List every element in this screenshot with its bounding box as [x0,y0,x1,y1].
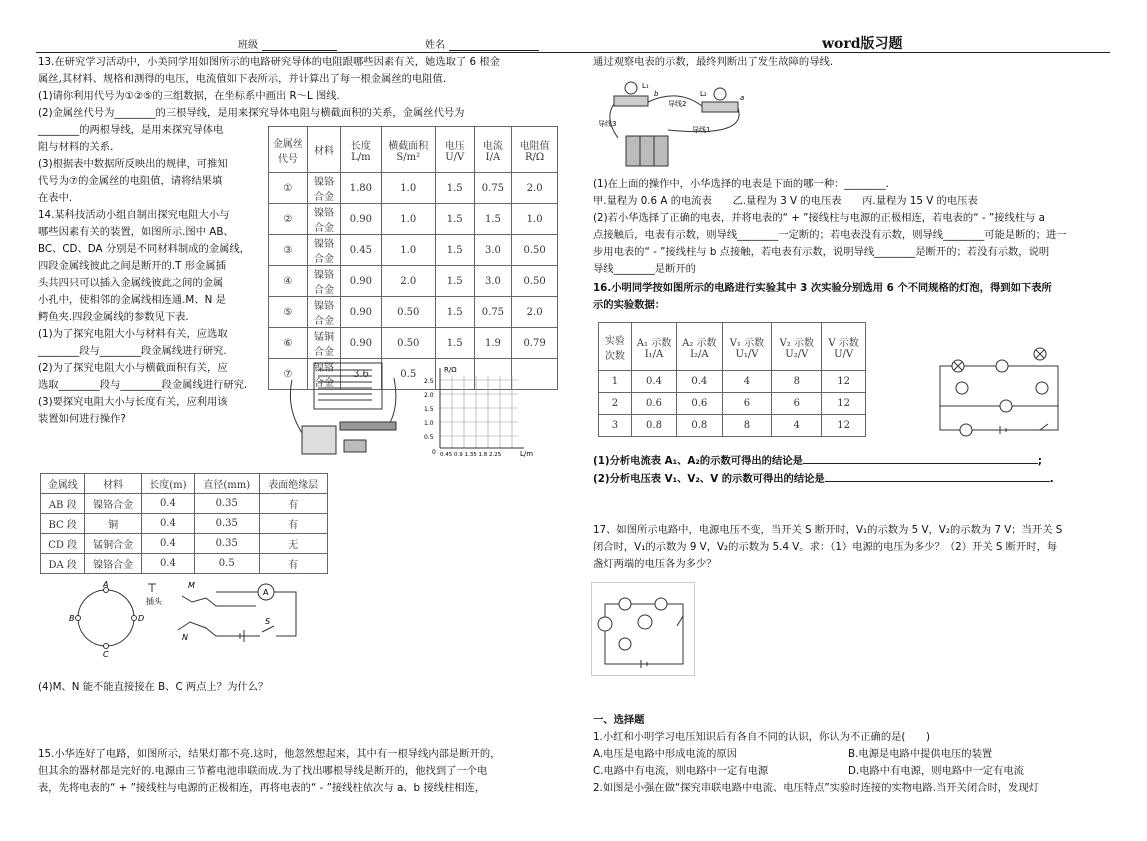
option-b[interactable]: B.电源是电路中提供电压的装置 [848,748,993,760]
table-cell: 6 [722,393,772,415]
ring-circuit-figure [62,580,307,658]
table-header-cell: 金属丝代号 [269,127,308,173]
table-cell: 镍铬合金 [307,204,340,235]
q16-part2-text: (2)分析电压表 V₁、V₂、V 的示数可得出的结论是 [593,473,825,485]
table-header-cell: 材料 [307,127,340,173]
table-header-cell: 电流 I/A [474,127,512,173]
table-cell: 1.5 [435,235,474,266]
q15-continuation [593,54,1108,71]
table-cell: 镍铬合金 [307,266,340,297]
table-row [41,554,328,574]
q1-options-row [593,763,1108,780]
table-header-cell: V₁ 示数 U₁/V [722,323,772,371]
lamp-l2-label: L₂ [700,90,707,98]
table-row [41,494,328,514]
q13-circuit-figure [282,358,402,458]
table-cell: 0.90 [341,266,381,297]
table-cell: 0.35 [194,534,259,554]
table-cell: 0.35 [194,514,259,534]
q16-part1-text: (1)分析电流表 A₁、A₂的示数可得出的结论是 [593,455,803,467]
table-row [269,235,558,266]
table-cell: ⑤ [269,297,308,328]
table-cell: 2.0 [381,266,435,297]
q13-line: 13.在研究学习活动中，小美同学用如图所示的电路研究导体的电阻跟哪些因素有关，她选取了 6 根金 [38,56,500,68]
q14-line: 头共四只可以插入金属线彼此之间的金属 [38,277,224,289]
class-blank [262,40,337,51]
q13-line: 阻与材料的关系. [38,141,114,153]
header-rule [36,52,1110,53]
q16-part2 [593,470,1108,488]
table-cell: 锰铜合金 [307,328,340,359]
q14-line: 哪些因素有关的装置，如图所示.图中 AB、 [38,226,234,238]
graph-ytick: 2.0 [424,392,434,399]
table-cell: 0.6 [631,393,676,415]
q15-part-line: 点接触后，电表有示数，则导线________一定断的；若电表没有示数，则导线________可能是断的；进一 [593,229,1067,241]
q14-block [38,207,263,428]
graph-origin: 0 [432,449,436,456]
graph-ytick: 2.5 [424,378,434,385]
table-header-row [41,474,328,494]
q15-line: 表，先将电表的“ + ”接线柱与电源的正极相连，再将电表的“ - ”接线柱依次与 a、b 接线柱相连， [38,782,486,794]
table-cell: ② [269,204,308,235]
q16-circuit-figure [934,344,1074,440]
table-cell: 1 [599,371,632,393]
table-cell: 0.8 [677,415,722,437]
table-cell: 3.0 [474,266,512,297]
table-cell: 0.4 [631,371,676,393]
table-header-cell: 表面绝缘层 [259,474,327,494]
q17-block [593,522,1108,573]
table-cell: 无 [259,534,327,554]
name-field [425,36,539,51]
table-cell: 0.45 [341,235,381,266]
table-cell: 12 [822,371,866,393]
table-header-cell: A₁ 示数 I₁/A [631,323,676,371]
table-header-cell: 电阻值 R/Ω [512,127,558,173]
point-a-label: A [103,580,109,589]
table-row [269,328,558,359]
table-cell: 0.79 [512,328,558,359]
table-row [41,514,328,534]
table-header-cell: 长度(m) [141,474,194,494]
table-cell: 3.0 [474,235,512,266]
semicolon: ; [1037,455,1042,467]
table-cell: 3 [599,415,632,437]
point-d-label: D [138,614,145,623]
table-cell: ⑥ [269,328,308,359]
q13-line: 在表中. [38,192,73,204]
graph-ytick: 1.5 [424,406,434,413]
q15-part-line: 甲.量程为 0.6 A 的电流表 乙.量程为 3 V 的电压表 丙.量程为 15 V 的电压表 [593,195,978,207]
q14-line: 选取________段与________段金属线进行研究. [38,379,248,391]
table-cell: 1.5 [435,266,474,297]
q16-part1 [593,452,1108,470]
table-cell: 4 [722,371,772,393]
table-row [41,534,328,554]
section-heading: 一、选择题 [593,714,645,726]
table-cell: 0.90 [341,204,381,235]
answer-blank[interactable] [825,470,1050,482]
q14-line: ________段与________段金属线进行研究. [38,345,227,357]
graph-xlabel: L/m [520,450,534,458]
table-header-cell: V 示数 U/V [822,323,866,371]
table-header-cell: 长度 L/m [341,127,381,173]
table-header-cell: A₂ 示数 I₂/A [677,323,722,371]
q15-part-line: (1)在上面的操作中，小华选择的电表是下面的哪一种：________. [593,178,889,190]
switch-label: S [265,617,271,626]
table-cell: 1.0 [381,204,435,235]
q16-title-line: 示的实验数据： [593,299,666,311]
point-c-label: C [103,650,109,658]
lamp-l1-label: L₁ [642,82,649,90]
table-cell: 12 [822,393,866,415]
wire3-label: 导线3 [598,120,617,128]
plug-label: 插头 [146,597,162,606]
table-cell: 镍铬合金 [307,297,340,328]
table-cell: ⑦ [269,359,308,390]
table-header-row [269,127,558,173]
q13-line: ________的两根导线，是用来探究导体电 [38,124,224,136]
table-row [599,371,866,393]
table-cell: 3.6 [341,359,381,390]
class-field [238,36,337,51]
table-cell: 0.8 [631,415,676,437]
option-a[interactable]: A.电压是电路中形成电流的原因 [593,748,737,760]
q14-part4 [38,679,558,696]
q15-line: 但其余的器材都是完好的.电源由三节蓄电池串联而成.为了找出哪根导线是断开的，他找到了一个电 [38,765,488,777]
table-cell: 0.90 [341,328,381,359]
table-cell: 锰铜合金 [85,534,141,554]
table-cell: 6 [772,393,822,415]
table-header-cell: 金属线 [41,474,85,494]
table-cell: 0.75 [474,297,512,328]
q15-part-line: 导线________是断开的 [593,263,696,275]
table-cell: 有 [259,514,327,534]
q13-line: 属丝,其材料、规格和测得的电压，电流值如下表所示，并计算出了每一根金属丝的电阻值. [38,73,447,85]
experiment-table [598,322,866,437]
clip-m-label: M [188,581,195,590]
q13-line: 代号为⑦的金属丝的电阻值，请将结果填 [38,175,223,187]
graph-xticks: 0.45 0.9 1.35 1.8 2.25 [440,452,502,458]
table-cell: 0.90 [341,297,381,328]
table-header-cell: 材料 [85,474,141,494]
table-header-cell: 直径(mm) [194,474,259,494]
table-cell: 1.9 [474,328,512,359]
q16-parts [593,452,1108,488]
q17-line: 闭合时，V₁的示数为 9 V，V₂的示数为 5.4 V。求：（1）电源的电压为多少？（2）开关 S 断开时，每 [593,541,1058,553]
q14-line: (2)为了探究电阻大小与横截面积有关，应 [38,362,228,374]
terminal-a-label: a [740,94,745,102]
table-cell: 0.75 [474,173,512,204]
question-2: 2.如图是小强在做“探究串联电路中电流、电压特点”实验时连接的实物电路.当开关闭合时，发现灯 [593,782,1039,794]
q14-line: 小孔中，使相邻的金属线相连通.M、N 是 [38,294,226,306]
table-cell: 4 [772,415,822,437]
q14-line: 四段金属线彼此之间是断开的.T 形金属插 [38,260,226,272]
point-b-label: B [69,614,75,623]
q14-line: 14.某科技活动小组自制出探究电阻大小与 [38,209,230,221]
ammeter-label: A [263,588,269,597]
table-cell: 镍铬合金 [307,359,340,390]
table-header-cell: 横截面积 S/m² [381,127,435,173]
table-cell: 1.5 [474,204,512,235]
table-header-cell: 实验次数 [599,323,632,371]
table-cell: AB 段 [41,494,85,514]
q15-parts [593,176,1108,278]
table-cell: ③ [269,235,308,266]
q15-block [38,746,558,797]
option-d[interactable]: D.电路中有电源，则电路中一定有电流 [848,765,1024,777]
graph-ylabel: R/Ω [444,366,457,374]
table-cell: 镍铬合金 [307,235,340,266]
wire2-label: 导线2 [668,100,687,108]
table-cell: 0.6 [677,393,722,415]
period: . [1049,473,1054,485]
table-cell: 0.5 [194,554,259,574]
q13-line: (1)请你利用代号为①②⑤的三组数据，在坐标系中画出 R～L 图线. [38,90,340,102]
table-row [269,297,558,328]
table-row [269,266,558,297]
table-cell: 2 [599,393,632,415]
table-cell: ④ [269,266,308,297]
table-cell: 1.0 [381,235,435,266]
table-cell: 0.4 [141,534,194,554]
table-header-row [599,323,866,371]
table-cell: 铜 [85,514,141,534]
table-header-cell: 电压 U/V [435,127,474,173]
q13-line: (2)金属丝代号为________的三根导线，是用来探究导体电阻与横截面积的关系，金属丝代号为 [38,107,465,119]
table-header-cell: V₂ 示数 U₂/V [772,323,822,371]
question-1: 1.小红和小明学习电压知识后有各自不同的认识，你认为不正确的是( ) [593,731,931,743]
table-cell: 0.4 [677,371,722,393]
q16-title [593,280,1108,314]
q16-title-line: 16.小明同学按如图所示的电路进行实验其中 3 次实验分别选用 6 个不同规格的灯泡，得到如下表所 [593,282,1052,294]
q14-line: BC、CD、DA 分别是不同材料制成的金属线， [38,243,251,255]
clip-n-label: N [182,633,188,642]
table-cell: 1.5 [435,173,474,204]
table-cell: 1.5 [435,297,474,328]
q13-line: (3)根据表中数据所反映出的规律，可推知 [38,158,228,170]
page-title: word版习题 [822,36,903,52]
q17-line: 17、如图所示电路中，电源电压不变，当开关 S 断开时，V₁的示数为 5 V，V₂的示数为 7 V；当开关 S [593,524,1063,536]
table-cell: 2.0 [512,297,558,328]
graph-ytick: 0.5 [424,434,434,441]
table-cell: 1.0 [512,204,558,235]
q15-line: 15.小华连好了电路，如图所示，结果灯都不亮.这时，他忽然想起来，其中有一根导线内部是断开的， [38,748,501,760]
table-cell: 有 [259,554,327,574]
table-cell: 0.50 [512,266,558,297]
table-cell: 1.5 [435,328,474,359]
answer-blank[interactable] [803,452,1038,464]
table-cell: 0.50 [381,328,435,359]
choice-section [593,712,1108,797]
table-cell: 0.35 [194,494,259,514]
table-cell: 0.5 [381,359,435,390]
q15-cont-text: 通过观察电表的示数，最终判断出了发生故障的导线. [593,56,834,68]
table-row [599,415,866,437]
table-cell: 1.0 [381,173,435,204]
table-cell: 1.5 [435,204,474,235]
q14-line: 装置如何进行操作? [38,413,126,425]
q14-line: (1)为了探究电阻大小与材料有关，应选取 [38,328,228,340]
table-cell: 有 [259,494,327,514]
table-cell: 8 [722,415,772,437]
table-cell: 0.50 [381,297,435,328]
table-row [269,173,558,204]
table-cell: 0.50 [512,235,558,266]
graph-ytick: 1.0 [424,420,434,427]
table-cell: 1.80 [341,173,381,204]
metal-wire-table [40,473,328,574]
q14-line: 鳄鱼夹.四段金属线的参数见下表. [38,311,189,323]
q15-part-line: 步用电表的“ - ”接线柱与 b 点接触，若电表有示数，说明导线________是断开的；若没有示数，说明 [593,246,1050,258]
table-cell: 2.0 [512,173,558,204]
q14-line: (3)要探究电阻大小与长度有关，应利用该 [38,396,228,408]
table-cell: 0.4 [141,554,194,574]
option-c[interactable]: C.电路中有电流，则电路中一定有电源 [593,765,769,777]
name-label: 姓名 [425,40,445,51]
table-row [269,204,558,235]
table-cell: 8 [772,371,822,393]
table-cell: BC 段 [41,514,85,534]
wire1-label: 导线1 [692,126,711,134]
terminal-b-label: b [654,90,659,98]
class-label: 班级 [238,40,258,51]
table-cell: ① [269,173,308,204]
q15-circuit-figure [598,78,758,174]
table-cell: 12 [822,415,866,437]
q14-4-text: (4)M、N 能不能直接接在 B、C 两点上？为什么？ [38,681,269,693]
r-l-graph [410,362,540,462]
q1-options-row [593,746,1108,763]
q17-line: 盏灯两端的电压各为多少？ [593,558,717,570]
name-blank [449,40,539,51]
table-cell: 镍铬合金 [85,494,141,514]
wire-data-table [268,126,558,390]
table-cell: 0.4 [141,514,194,534]
q17-circuit-figure [591,582,695,676]
table-cell: 镍铬合金 [307,173,340,204]
table-cell: 0.4 [141,494,194,514]
table-cell: 镍铬合金 [85,554,141,574]
table-cell: CD 段 [41,534,85,554]
table-row [599,393,866,415]
table-cell: DA 段 [41,554,85,574]
q15-part-line: (2)若小华选择了正确的电表，并将电表的“ + ”接线柱与电源的正极相连，若电表的“ - ”接线柱与 a [593,212,1045,224]
